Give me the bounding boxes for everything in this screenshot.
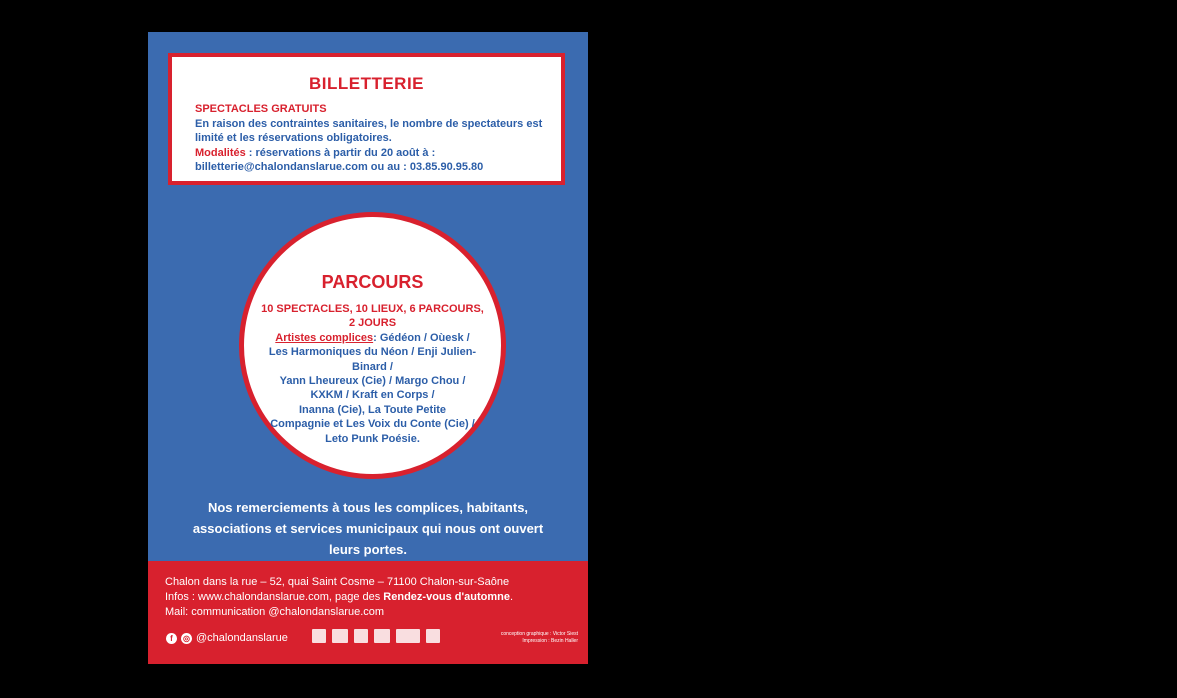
ticketing-line1: En raison des contraintes sanitaires, le nombre de spectateurs est — [195, 117, 543, 130]
credit-design: conception graphique : Victor Siest — [500, 631, 578, 637]
footer-info — [165, 575, 513, 620]
credits — [501, 631, 578, 645]
footer-address: Chalon dans la rue – 52, quai Saint Cosme – 71100 Chalon-sur-Saône — [165, 576, 510, 588]
parcours-artists-line2: Les Harmoniques du Néon / Enji Julien-Binard / — [268, 346, 477, 373]
footer-infos — [165, 590, 513, 605]
parcours-title: PARCOURS — [321, 272, 424, 292]
region-logo-icon — [354, 629, 368, 643]
ticketing-body — [195, 102, 543, 175]
infos-prefix: Infos : www.chalondanslarue.com, page des — [165, 591, 384, 603]
ticketing-modalities — [195, 146, 543, 161]
parcours-circle — [239, 212, 506, 479]
parcours-summary-line2: 2 JOURS — [348, 317, 397, 330]
modalities-label: Modalités — [195, 146, 246, 159]
modalities-text: : réservations à partir du 20 août à : — [245, 146, 436, 159]
artists-text1: : Gédéon / Oùesk / — [373, 331, 470, 344]
parcours-body — [254, 302, 491, 446]
parcours-artists-line5: Inanna (Cie), La Toute Petite — [298, 403, 447, 416]
thanks-text — [168, 497, 568, 560]
ticketing-box — [168, 53, 565, 185]
ticketing-line2: limité et les réservations obligatoires. — [195, 132, 392, 144]
ministere-logo-icon — [332, 629, 348, 643]
thanks-line3: leurs portes. — [328, 542, 408, 557]
instagram-icon[interactable]: ◎ — [181, 633, 192, 644]
parcours-summary-line1: 10 SPECTACLES, 10 LIEUX, 6 PARCOURS, — [261, 303, 484, 315]
infos-suffix: . — [509, 591, 514, 603]
infos-bold: Rendez-vous d'automne — [383, 591, 510, 603]
flyer-card — [148, 32, 588, 664]
chalon-saone-logo-icon — [396, 629, 420, 643]
grand-chalon-logo-icon — [374, 629, 390, 643]
ticketing-contact[interactable]: billetterie@chalondanslarue.com ou au : 03.85.90.95.80 — [195, 161, 484, 173]
parcours-artists-line7: Leto Punk Poésie. — [325, 432, 420, 445]
artists-label: Artistes complices — [275, 331, 374, 344]
thanks-line2: associations et services municipaux qui nous ont ouvert — [192, 521, 544, 536]
partner-logos — [312, 629, 440, 643]
parcours-artists-line6: Compagnie et Les Voix du Conte (Cie) / — [270, 418, 475, 431]
ticketing-subtitle: SPECTACLES GRATUITS — [195, 103, 327, 115]
parcours-artists-line4: KXKM / Kraft en Corps / — [310, 389, 435, 402]
lieux-publics-logo-icon — [426, 629, 440, 643]
footer-mail[interactable]: Mail: communication @chalondanslarue.com — [165, 606, 385, 618]
footer — [148, 561, 588, 664]
parcours-artists-line3: Yann Lheureux (Cie) / Margo Chou / — [279, 375, 466, 388]
social-links — [166, 632, 288, 644]
facebook-icon[interactable]: f — [166, 633, 177, 644]
credit-print: Impression : Bezin Haller — [522, 638, 578, 644]
thanks-line1: Nos remerciements à tous les complices, habitants, — [207, 500, 529, 515]
ticketing-title: BILLETTERIE — [308, 74, 425, 93]
republique-logo-icon — [312, 629, 326, 643]
social-handle[interactable]: @chalondanslarue — [196, 632, 288, 644]
parcours-artists-line1 — [254, 331, 491, 345]
